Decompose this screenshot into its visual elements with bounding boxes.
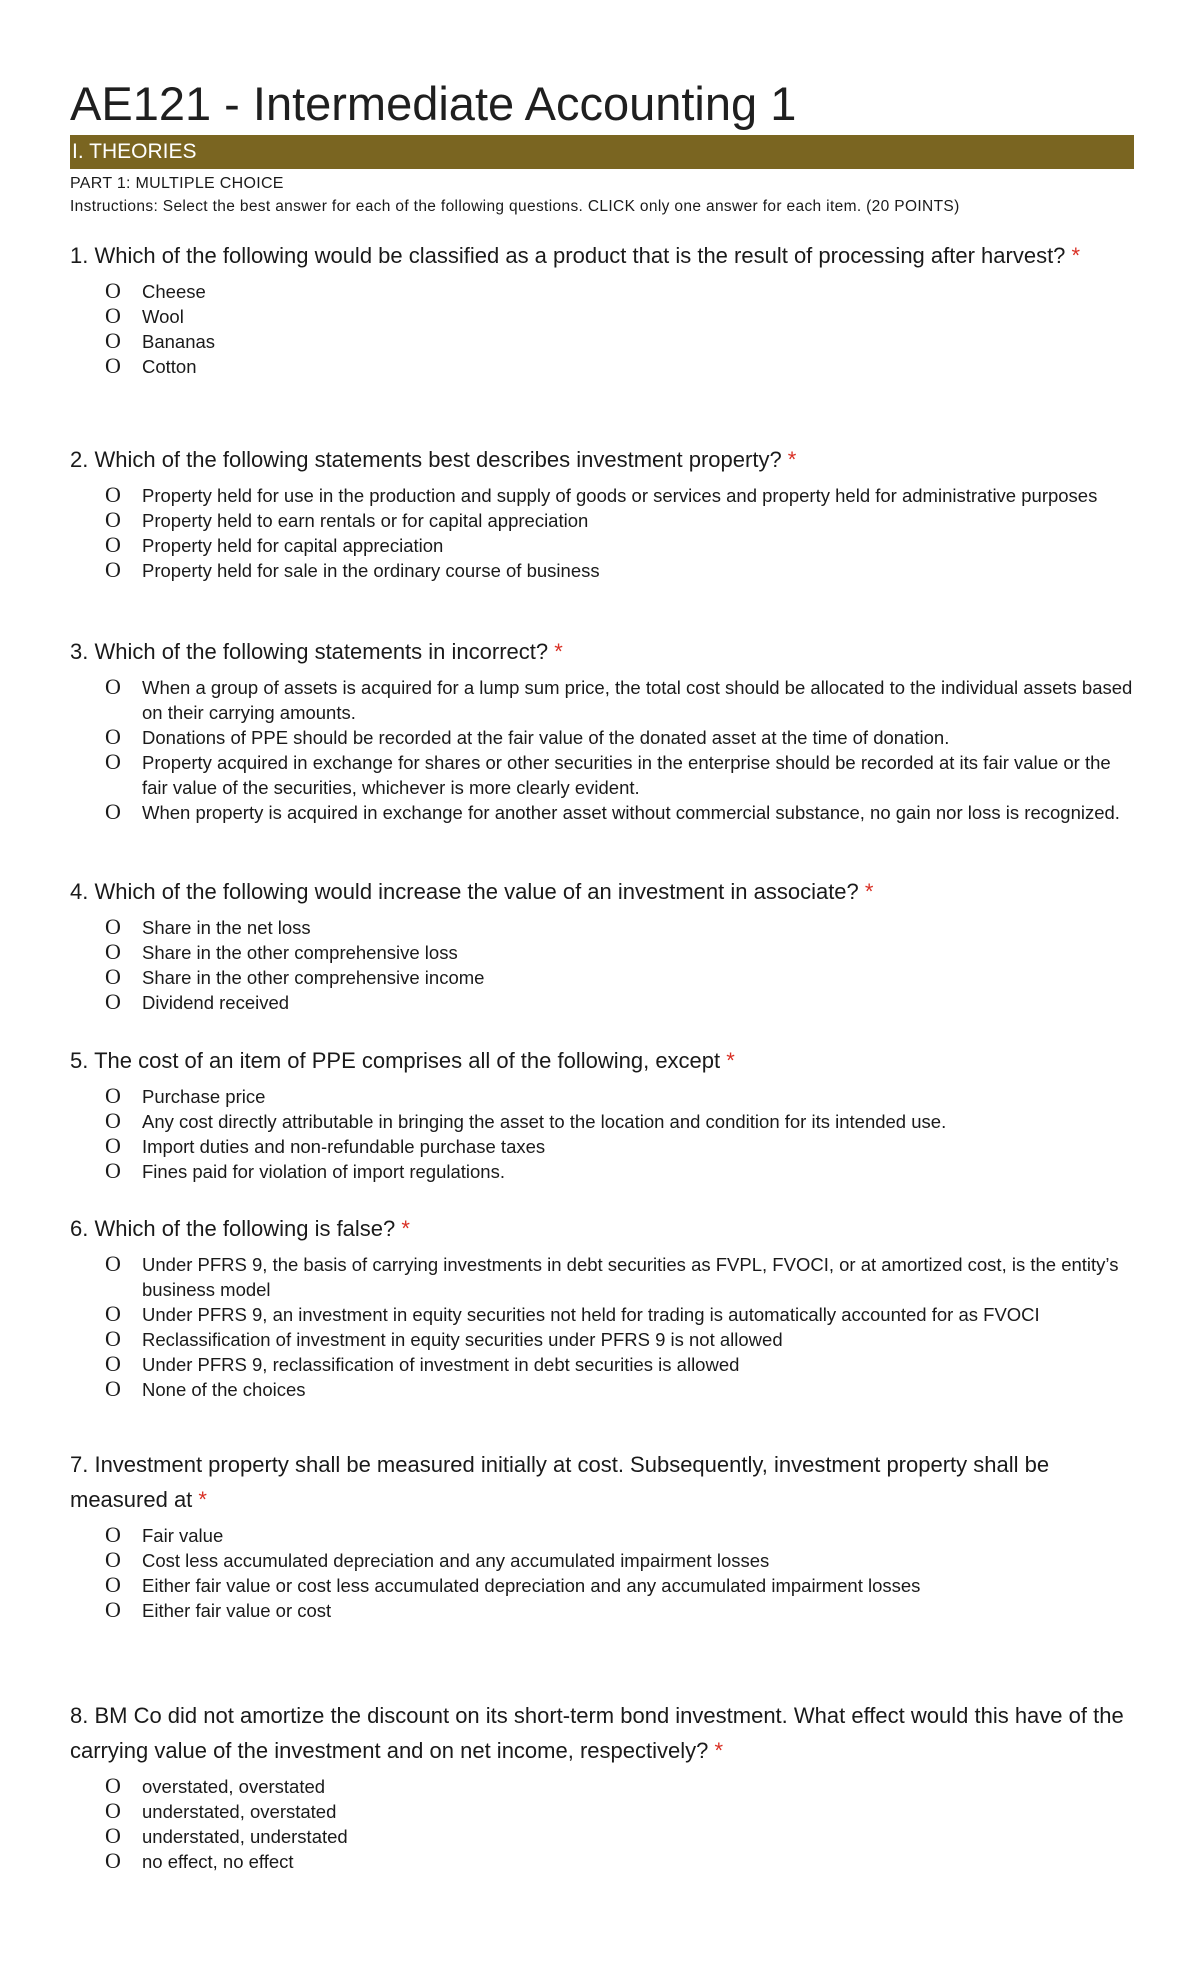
question-4 xyxy=(70,874,1134,1015)
answer-option[interactable] xyxy=(70,675,1134,725)
question-text xyxy=(70,874,1134,909)
radio-button-icon[interactable]: O xyxy=(105,939,121,964)
answer-option[interactable] xyxy=(70,558,1134,583)
option-label: None of the choices xyxy=(142,1379,306,1400)
option-label: Any cost directly attributable in bringing the asset to the location and condition for its intended use. xyxy=(142,1111,947,1132)
option-list xyxy=(70,1084,1134,1184)
radio-button-icon[interactable]: O xyxy=(105,1158,121,1183)
option-label: Under PFRS 9, reclassification of investment in debt securities is allowed xyxy=(142,1354,740,1375)
answer-option[interactable] xyxy=(70,1352,1134,1377)
answer-option[interactable] xyxy=(70,1523,1134,1548)
required-asterisk: * xyxy=(198,1487,207,1512)
radio-button-icon[interactable]: O xyxy=(105,1823,121,1848)
option-label: Share in the other comprehensive loss xyxy=(142,942,458,963)
answer-option[interactable] xyxy=(70,800,1134,825)
answer-option[interactable] xyxy=(70,1849,1134,1874)
question-1 xyxy=(70,238,1134,379)
answer-option[interactable] xyxy=(70,1109,1134,1134)
radio-button-icon[interactable]: O xyxy=(105,914,121,939)
question-6 xyxy=(70,1211,1134,1402)
option-label: no effect, no effect xyxy=(142,1851,294,1872)
radio-button-icon[interactable]: O xyxy=(105,964,121,989)
required-asterisk: * xyxy=(554,639,563,664)
option-list xyxy=(70,279,1134,379)
required-asterisk: * xyxy=(864,879,874,904)
answer-option[interactable] xyxy=(70,1377,1134,1402)
radio-button-icon[interactable]: O xyxy=(105,353,121,378)
option-label: Share in the net loss xyxy=(142,917,311,938)
option-label: Property held for use in the production and supply of goods or services and property held for administrative purposes xyxy=(142,485,1098,506)
option-label: Cheese xyxy=(142,281,206,302)
option-label: Wool xyxy=(142,306,184,327)
radio-button-icon[interactable]: O xyxy=(105,303,121,328)
option-list xyxy=(70,915,1134,1015)
option-label: Cotton xyxy=(142,356,197,377)
required-asterisk: * xyxy=(401,1216,410,1241)
answer-option[interactable] xyxy=(70,940,1134,965)
required-asterisk: * xyxy=(714,1738,724,1763)
radio-button-icon[interactable]: O xyxy=(105,724,121,749)
answer-option[interactable] xyxy=(70,329,1134,354)
question-text xyxy=(70,634,1134,669)
option-label: understated, overstated xyxy=(142,1801,337,1822)
question-text xyxy=(70,442,1134,477)
radio-button-icon[interactable]: O xyxy=(105,1301,121,1326)
answer-option[interactable] xyxy=(70,990,1134,1015)
option-list xyxy=(70,1523,1134,1623)
radio-button-icon[interactable]: O xyxy=(105,557,121,582)
option-label: Property acquired in exchange for shares or other securities in the enterprise should be recorded at its fair value or the fair value of the securities, whichever is more clearly evident. xyxy=(142,752,1111,798)
question-text xyxy=(70,1043,1134,1078)
radio-button-icon[interactable]: O xyxy=(105,1108,121,1133)
required-asterisk: * xyxy=(726,1048,735,1073)
option-label: Import duties and non-refundable purchase taxes xyxy=(142,1136,546,1157)
section-header: I. THEORIES xyxy=(70,135,1134,169)
radio-button-icon[interactable]: O xyxy=(105,674,121,699)
radio-button-icon[interactable]: O xyxy=(105,799,121,824)
answer-option[interactable] xyxy=(70,1573,1134,1598)
question-5 xyxy=(70,1043,1134,1184)
radio-button-icon[interactable]: O xyxy=(105,1133,121,1158)
radio-button-icon[interactable]: O xyxy=(105,328,121,353)
radio-button-icon[interactable]: O xyxy=(105,1798,121,1823)
answer-option[interactable] xyxy=(70,1134,1134,1159)
answer-option[interactable] xyxy=(70,1327,1134,1352)
option-label: Fines paid for violation of import regulations. xyxy=(142,1161,505,1182)
question-text xyxy=(70,1698,1134,1768)
option-label: Cost less accumulated depreciation and any accumulated impairment losses xyxy=(142,1550,770,1571)
answer-option[interactable] xyxy=(70,304,1134,329)
question-7 xyxy=(70,1447,1134,1623)
option-list xyxy=(70,483,1134,583)
question-label: 7. Investment property shall be measured initially at cost. Subsequently, investment property shall be measured at xyxy=(70,1452,1050,1512)
radio-button-icon[interactable]: O xyxy=(105,1083,121,1108)
question-3 xyxy=(70,634,1134,825)
option-label: Either fair value or cost xyxy=(142,1600,332,1621)
radio-button-icon[interactable]: O xyxy=(105,1376,121,1401)
question-label: 2. Which of the following statements best describes investment property? xyxy=(70,447,788,472)
option-label: Fair value xyxy=(142,1525,224,1546)
part-label: PART 1: MULTIPLE CHOICE xyxy=(70,175,284,192)
answer-option[interactable] xyxy=(70,483,1134,508)
option-label: Bananas xyxy=(142,331,216,352)
option-label: Either fair value or cost less accumulated depreciation and any accumulated impairment losses xyxy=(142,1575,921,1596)
question-text xyxy=(70,1211,1134,1246)
radio-button-icon[interactable]: O xyxy=(105,507,121,532)
option-label: overstated, overstated xyxy=(142,1776,326,1797)
answer-option[interactable] xyxy=(70,725,1134,750)
answer-option[interactable] xyxy=(70,965,1134,990)
question-label: 3. Which of the following statements in incorrect? xyxy=(70,639,555,664)
answer-option[interactable] xyxy=(70,1302,1134,1327)
answer-option[interactable] xyxy=(70,1159,1134,1184)
radio-button-icon[interactable]: O xyxy=(105,1251,121,1276)
option-label: When a group of assets is acquired for a lump sum price, the total cost should be allocated to the individual assets based on their carrying amounts. xyxy=(142,677,1133,723)
answer-option[interactable] xyxy=(70,1598,1134,1623)
question-label: 4. Which of the following would increase the value of an investment in associate? xyxy=(70,879,865,904)
question-label: 6. Which of the following is false? xyxy=(70,1216,402,1241)
answer-option[interactable] xyxy=(70,354,1134,379)
radio-button-icon[interactable]: O xyxy=(105,749,121,774)
required-asterisk: * xyxy=(1071,243,1081,268)
radio-button-icon[interactable]: O xyxy=(105,1572,121,1597)
answer-option[interactable] xyxy=(70,1799,1134,1824)
radio-button-icon[interactable]: O xyxy=(105,278,121,303)
option-list xyxy=(70,1252,1134,1402)
question-text xyxy=(70,1447,1134,1517)
option-label: Property held for sale in the ordinary course of business xyxy=(142,560,600,581)
radio-button-icon[interactable]: O xyxy=(105,1351,121,1376)
answer-option[interactable] xyxy=(70,1252,1134,1302)
option-label: Donations of PPE should be recorded at the fair value of the donated asset at the time of donation. xyxy=(142,727,950,748)
option-label: Dividend received xyxy=(142,992,290,1013)
question-label: 8. BM Co did not amortize the discount on its short-term bond investment. What effect would this have of the carrying value of the investment and on net income, respectively? xyxy=(70,1703,1124,1763)
radio-button-icon[interactable]: O xyxy=(105,1773,121,1798)
radio-button-icon[interactable]: O xyxy=(105,1848,121,1873)
answer-option[interactable] xyxy=(70,915,1134,940)
option-list xyxy=(70,675,1134,825)
radio-button-icon[interactable]: O xyxy=(105,1597,121,1622)
answer-option[interactable] xyxy=(70,1774,1134,1799)
option-label: understated, understated xyxy=(142,1826,348,1847)
question-text xyxy=(70,238,1134,273)
answer-option[interactable] xyxy=(70,1548,1134,1573)
option-label: Under PFRS 9, an investment in equity securities not held for trading is automatically accounted for as FVOCI xyxy=(142,1304,1040,1325)
question-8 xyxy=(70,1698,1134,1874)
question-label: 1. Which of the following would be classified as a product that is the result of processing after harvest? xyxy=(70,243,1072,268)
instructions: Instructions: Select the best answer for each of the following questions. CLICK only one answer for each item. (20 POINTS) xyxy=(70,198,960,215)
option-label: Share in the other comprehensive income xyxy=(142,967,485,988)
question-2 xyxy=(70,442,1134,583)
radio-button-icon[interactable]: O xyxy=(105,989,121,1014)
required-asterisk: * xyxy=(787,447,797,472)
option-list xyxy=(70,1774,1134,1874)
option-label: Property held to earn rentals or for capital appreciation xyxy=(142,510,589,531)
option-label: Under PFRS 9, the basis of carrying investments in debt securities as FVPL, FVOCI, or at amortized cost, is the entity’s business model xyxy=(142,1254,1119,1300)
answer-option[interactable] xyxy=(70,1824,1134,1849)
page-title: AE121 - Intermediate Accounting 1 xyxy=(70,77,797,130)
radio-button-icon[interactable]: O xyxy=(105,1522,121,1547)
radio-button-icon[interactable]: O xyxy=(105,1326,121,1351)
option-label: When property is acquired in exchange for another asset without commercial substance, no gain nor loss is recognized. xyxy=(142,802,1120,823)
answer-option[interactable] xyxy=(70,533,1134,558)
option-label: Property held for capital appreciation xyxy=(142,535,444,556)
option-label: Reclassification of investment in equity securities under PFRS 9 is not allowed xyxy=(142,1329,783,1350)
radio-button-icon[interactable]: O xyxy=(105,482,121,507)
answer-option[interactable] xyxy=(70,750,1134,800)
answer-option[interactable] xyxy=(70,508,1134,533)
option-label: Purchase price xyxy=(142,1086,266,1107)
radio-button-icon[interactable]: O xyxy=(105,532,121,557)
question-label: 5. The cost of an item of PPE comprises all of the following, except xyxy=(70,1048,727,1073)
radio-button-icon[interactable]: O xyxy=(105,1547,121,1572)
answer-option[interactable] xyxy=(70,279,1134,304)
answer-option[interactable] xyxy=(70,1084,1134,1109)
